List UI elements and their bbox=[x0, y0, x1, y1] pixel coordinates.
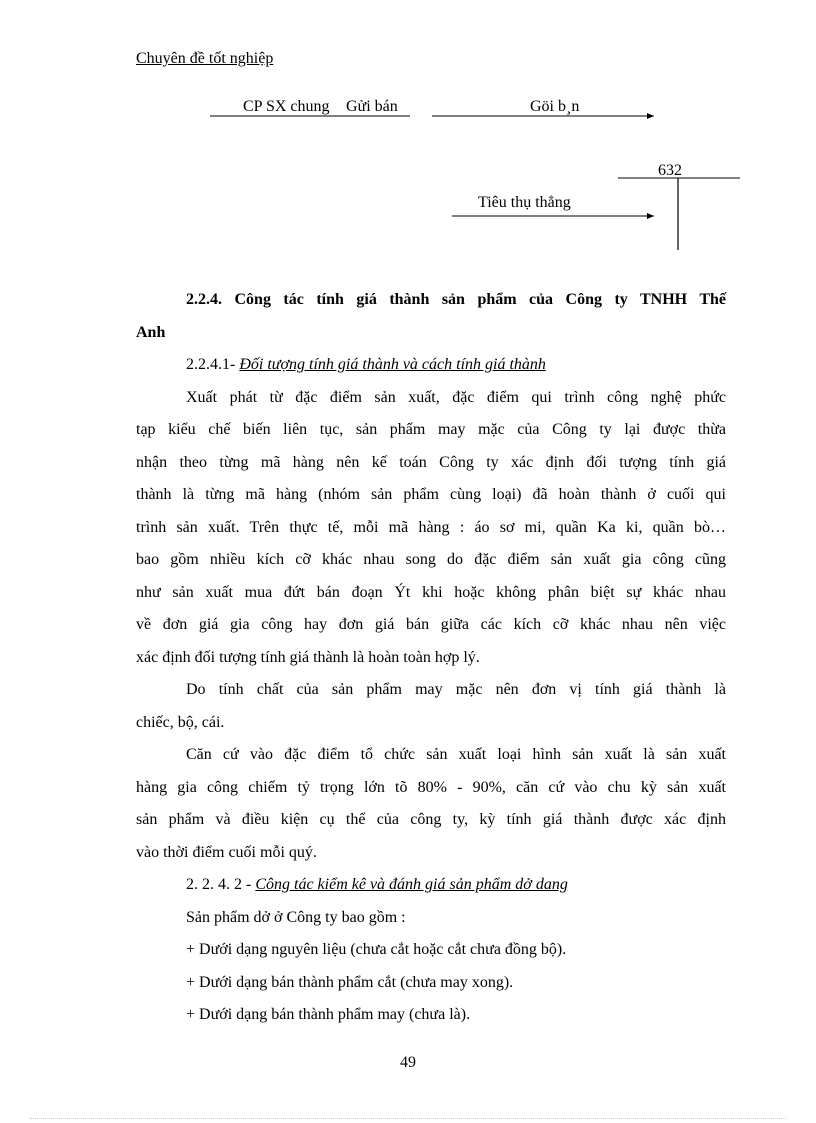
label-account-632: 632 bbox=[658, 162, 682, 179]
document-header: Chuyên đề tốt nghiệp bbox=[136, 50, 274, 67]
label-goi-ban: Göi b¸n bbox=[530, 98, 580, 115]
paragraph-line: Căn cứ vào đặc điểm tổ chức sản xuất loại hình sản xuất là sản xuất bbox=[186, 746, 726, 763]
document-body bbox=[136, 284, 726, 1032]
label-tieu-thu-thang: Tiêu thụ thẳng bbox=[478, 194, 571, 211]
paragraph-line: hàng gia công chiếm tỷ trọng lớn tõ 80% - 90%, căn cứ vào chu kỳ sản xuất bbox=[136, 778, 726, 796]
subsection-heading-2 bbox=[136, 869, 726, 902]
flow-diagram bbox=[0, 0, 816, 270]
paragraph-line: thành là từng mã hàng (nhóm sản phẩm cùng loại) đã hoàn thành ở cuối qui bbox=[136, 486, 726, 503]
diagram-lines bbox=[0, 0, 816, 270]
page-number: 49 bbox=[400, 1054, 416, 1071]
paragraph-line: Xuất phát từ đặc điểm sản xuất, đặc điểm qui trình công nghệ phức bbox=[186, 388, 726, 406]
list-intro: Sản phẩm dở ở Công ty bao gồm : bbox=[186, 908, 406, 926]
paragraph-line: về đơn giá gia công hay đơn giá bán giữa các kích cỡ khác nhau nên việc bbox=[136, 616, 726, 633]
subsection-title-2: Công tác kiểm kê và đánh giá sản phẩm dở dang bbox=[255, 876, 568, 893]
paragraph-2 bbox=[136, 674, 726, 739]
paragraph-line: xác định đối tượng tính giá thành là hoàn toàn hợp lý. bbox=[136, 648, 480, 666]
subsection-title-1: Đối tượng tính giá thành và cách tính giá thành bbox=[239, 356, 546, 373]
label-cp-sx-chung: CP SX chung bbox=[243, 98, 330, 115]
paragraph-line: như sản xuất mua đứt bán đoạn Ýt khi hoặc không phân biệt sự khác nhau bbox=[136, 583, 726, 601]
section-title-line2: Anh bbox=[136, 323, 166, 341]
paragraph-line: sản phẩm và điều kiện cụ thể của công ty, kỳ tính giá thành được xác định bbox=[136, 811, 726, 828]
section-title-line1: 2.2.4. Công tác tính giá thành sản phẩm của Công ty TNHH Thế bbox=[186, 291, 726, 308]
label-gui-ban: Gửi bán bbox=[346, 98, 398, 115]
list-item: + Dưới dạng bán thành phẩm cắt (chưa may xong). bbox=[186, 973, 514, 991]
paragraph-line: chiếc, bộ, cái. bbox=[136, 713, 225, 731]
subsection-number-2: 2. 2. 4. 2 - bbox=[186, 876, 256, 893]
paragraph-line: Do tính chất của sản phẩm may mặc nên đơn vị tính giá thành là bbox=[186, 681, 726, 698]
subsection-number-1: 2.2.4.1- bbox=[186, 356, 240, 373]
list-item: + Dưới dạng bán thành phẩm may (chưa là). bbox=[186, 1006, 471, 1023]
paragraph-3 bbox=[136, 739, 726, 869]
paragraph-line: tạp kiểu chế biến liên tục, sản phẩm may mặc của Công ty lại được thừa bbox=[136, 421, 726, 438]
list-item: + Dưới dạng nguyên liệu (chưa cắt hoặc cắt chưa đồng bộ). bbox=[186, 941, 567, 958]
subsection-heading-1 bbox=[136, 349, 726, 382]
paragraph-line: nhận theo từng mã hàng nên kế toán Công ty xác định đối tượng tính giá bbox=[136, 453, 726, 471]
paragraph-line: vào thời điểm cuối mỗi quý. bbox=[136, 843, 317, 861]
paragraph-1 bbox=[136, 382, 726, 675]
paragraph-line: trình sản xuất. Trên thực tế, mỗi mã hàng : áo sơ mi, quần Ka ki, quần bò… bbox=[136, 518, 726, 536]
paragraph-line: bao gồm nhiều kích cỡ khác nhau song do đặc điểm sản xuất gia công cũng bbox=[136, 551, 726, 568]
page-bottom-divider bbox=[30, 1118, 786, 1119]
